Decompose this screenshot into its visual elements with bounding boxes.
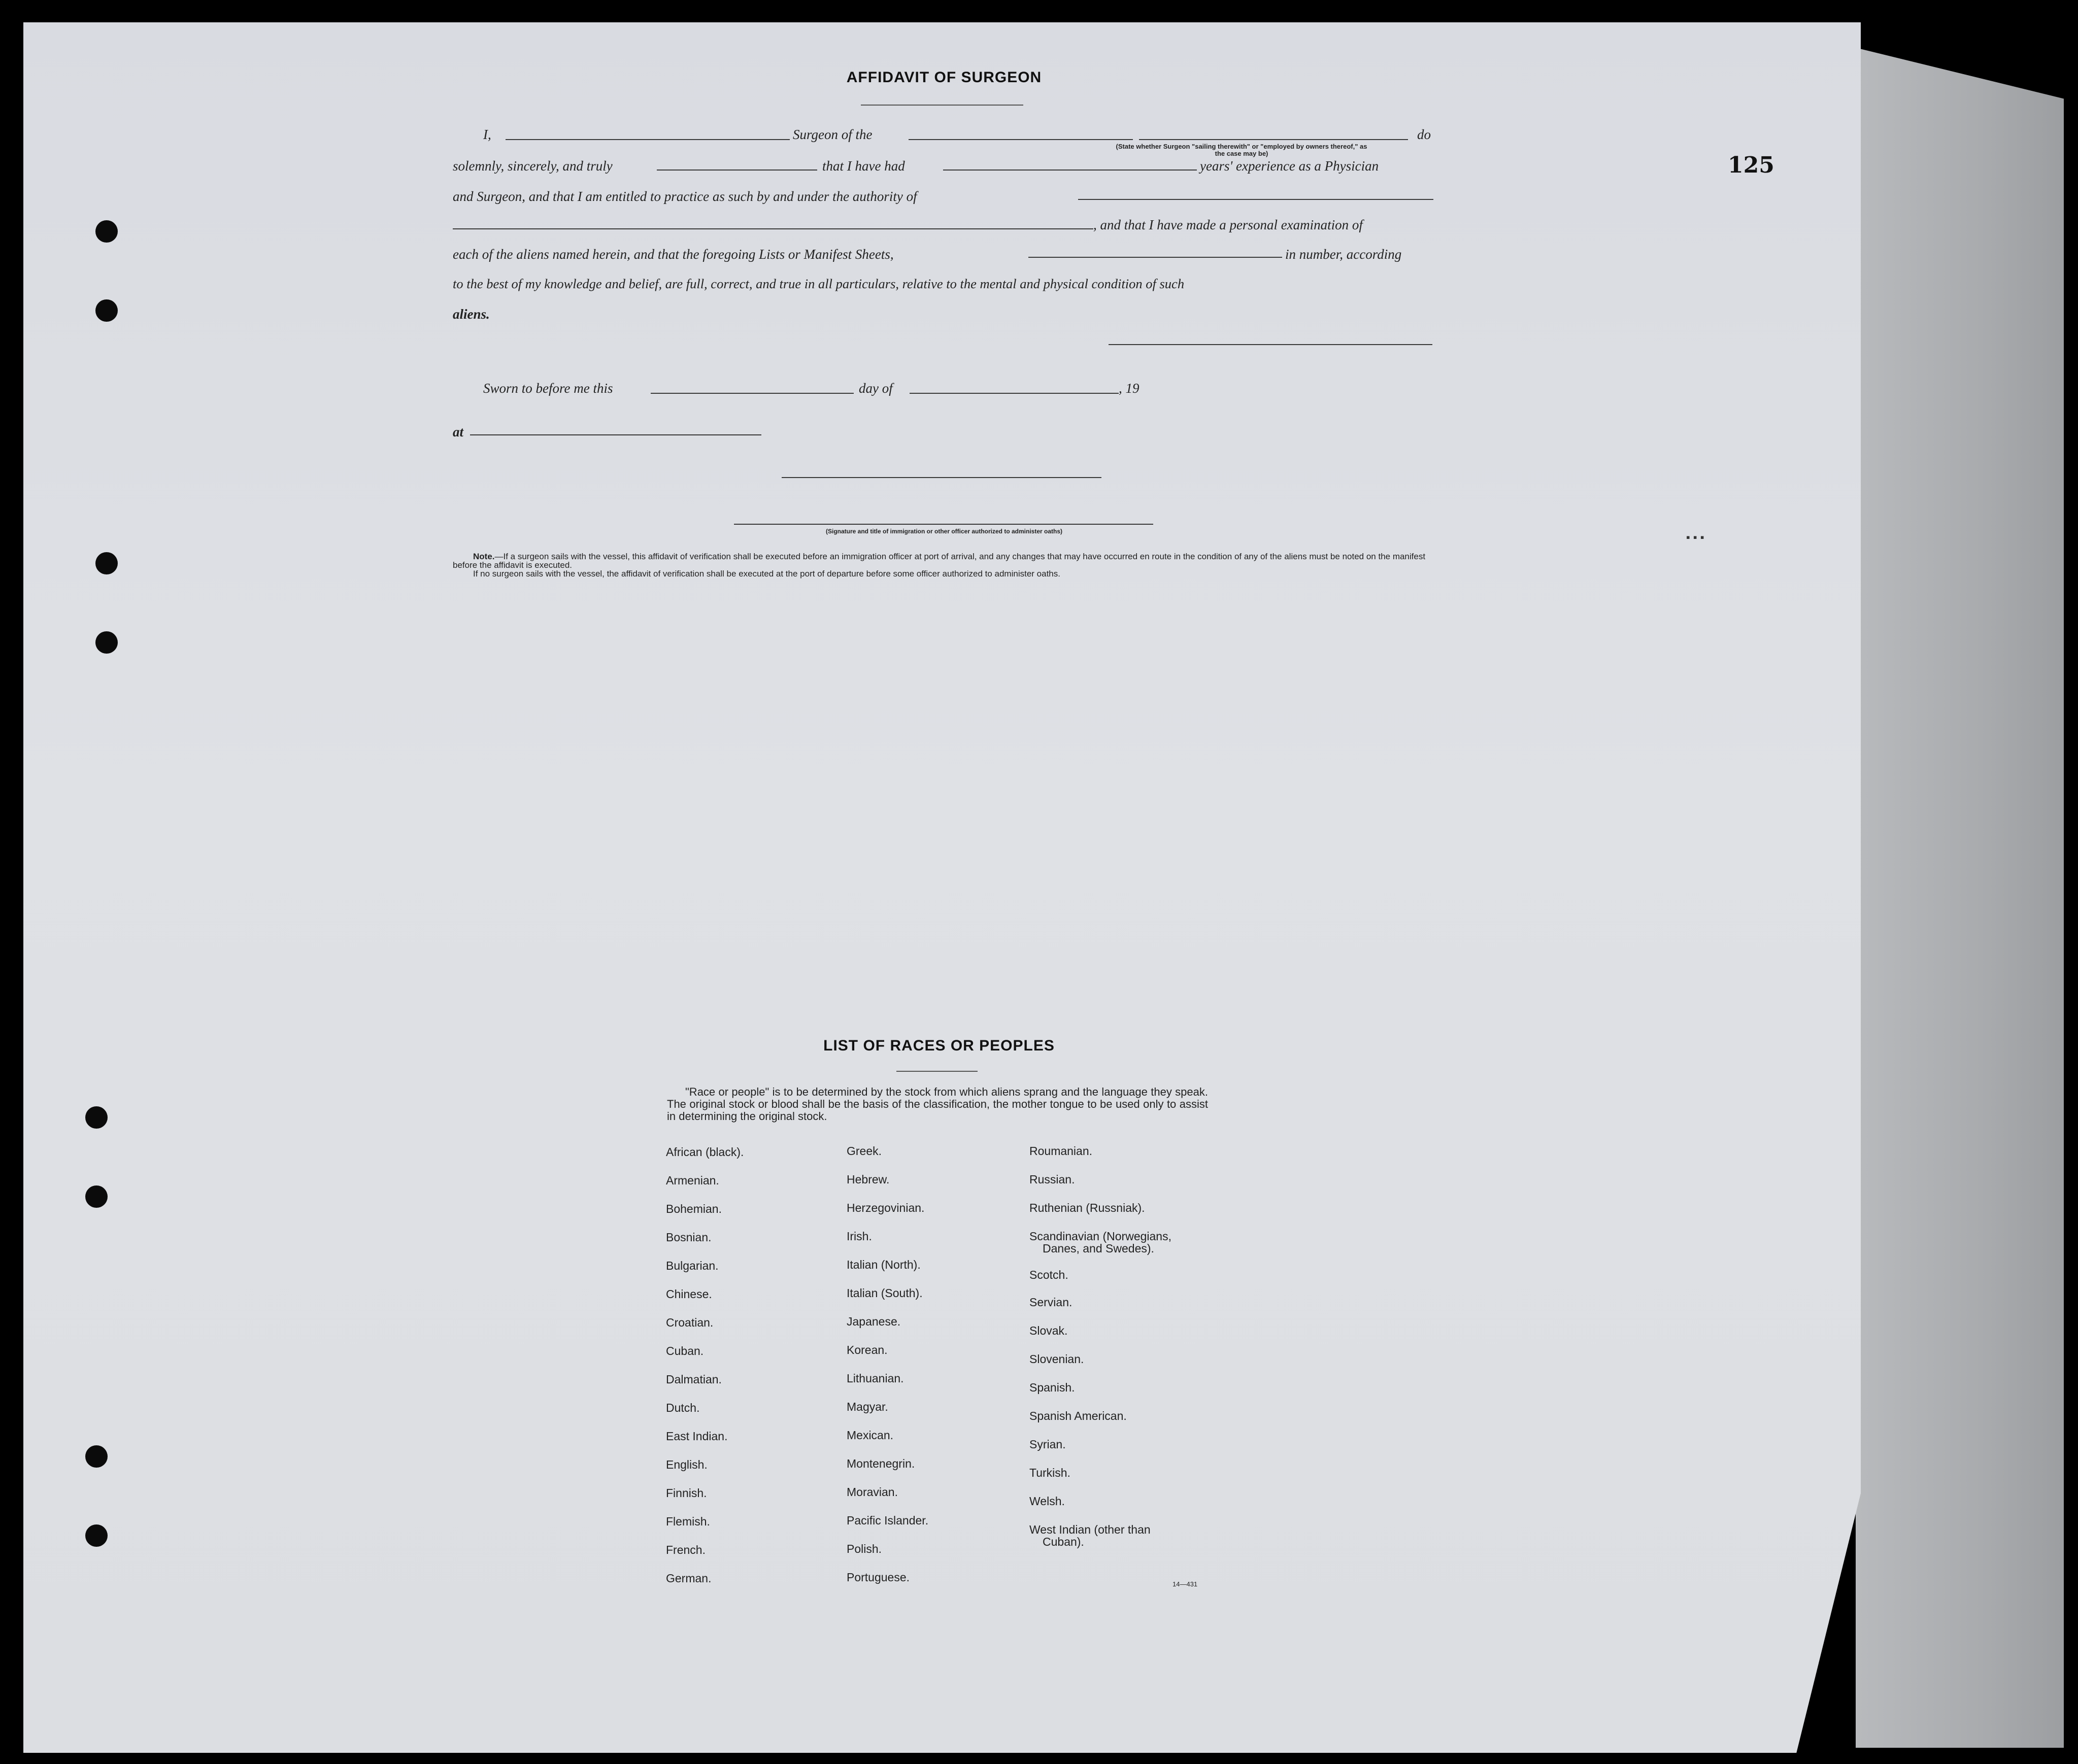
race-item: French. xyxy=(666,1543,706,1556)
race-item: German. xyxy=(666,1572,712,1585)
race-item: Pacific Islander. xyxy=(847,1514,929,1527)
knowledge-label: to the best of my knowledge and belief, are full, correct, and true in all particulars, relative to the mental and physical condition of such xyxy=(453,276,1185,291)
form-number: 14—431 xyxy=(1172,1580,1198,1588)
race-item: Syrian. xyxy=(1029,1438,1066,1451)
sworn-label: Sworn to before me this xyxy=(483,381,613,396)
binder-hole xyxy=(95,631,118,654)
years-experience-label: years' experience as a Physician xyxy=(1200,158,1379,174)
race-item: Flemish. xyxy=(666,1515,710,1528)
race-item: Bosnian. xyxy=(666,1231,712,1244)
race-item: Russian. xyxy=(1029,1173,1075,1186)
authority-blank-2 xyxy=(453,228,1093,229)
races-title-underline xyxy=(896,1071,978,1072)
sheets-count-blank xyxy=(1028,257,1282,258)
race-item: English. xyxy=(666,1458,708,1471)
day-of-label: day of xyxy=(859,381,893,396)
race-item: Turkish. xyxy=(1029,1466,1070,1479)
race-item: Croatian. xyxy=(666,1316,714,1329)
surgeon-type-note: (State whether Surgeon "sailing therewith" or "employed by owners thereof," as the case may be) xyxy=(1116,143,1367,157)
sworn-month-blank xyxy=(910,393,1119,394)
note-text-1: —If a surgeon sails with the vessel, this affidavit of verification shall be executed before an immigration officer at port of arrival, and any changes that may have occurred en route in the condition of any of the aliens must be noted on the manifest before the affidavit is executed. xyxy=(453,552,1426,570)
race-item: Moravian. xyxy=(847,1485,898,1499)
authority-blank xyxy=(1078,199,1433,200)
race-item: Lithuanian. xyxy=(847,1372,904,1385)
surgeon-of-label: Surgeon of the xyxy=(793,127,873,142)
races-intro: "Race or people" is to be determined by the stock from which aliens sprang and the language they speak. The original stock or blood shall be the basis of the classification, the mother tongue to be used only to assist in determining the original stock. xyxy=(667,1085,1208,1123)
note-text-2: If no surgeon sails with the vessel, the affidavit of verification shall be executed at the port of departure before some officer authorized to administer oaths. xyxy=(473,569,1060,579)
race-item: Servian. xyxy=(1029,1296,1072,1309)
binder-hole xyxy=(85,1524,108,1547)
binder-hole xyxy=(95,299,118,322)
signature-caption: (Signature and title of immigration or other officer authorized to administer oaths) xyxy=(825,528,1063,535)
back-sheet-edge xyxy=(1856,48,2064,1748)
binder-hole xyxy=(85,1445,108,1468)
race-item: Hebrew. xyxy=(847,1173,890,1186)
race-item: Irish. xyxy=(847,1230,872,1243)
race-item: Dalmatian. xyxy=(666,1373,722,1386)
race-item: Herzegovinian. xyxy=(847,1201,925,1214)
race-item: Spanish American. xyxy=(1029,1409,1127,1422)
race-item: Korean. xyxy=(847,1343,888,1356)
race-item: Scotch. xyxy=(1029,1268,1068,1281)
race-item: Polish. xyxy=(847,1542,882,1555)
vessel-blank xyxy=(909,139,1133,140)
affirm-blank xyxy=(657,169,817,171)
races-title: LIST OF RACES OR PEOPLES xyxy=(823,1037,1055,1054)
race-item: Italian (South). xyxy=(847,1286,923,1300)
race-item: Slovak. xyxy=(1029,1324,1068,1337)
title-underline xyxy=(861,105,1023,106)
year-label: , 19 xyxy=(1119,381,1139,396)
race-item: Danes, and Swedes). xyxy=(1043,1242,1154,1255)
race-item: Finnish. xyxy=(666,1486,707,1500)
manifest-sheets-label: each of the aliens named herein, and that the foregoing Lists or Manifest Sheets, xyxy=(453,247,894,262)
affidavit-note xyxy=(453,552,1432,578)
surgeon-name-blank xyxy=(506,139,790,140)
do-label: do xyxy=(1417,127,1431,142)
ink-smudge: ▪ ▪ ▪ xyxy=(1686,531,1704,544)
authority-label: and Surgeon, and that I am entitled to practice as such by and under the authority of xyxy=(453,189,917,204)
race-item: Portuguese. xyxy=(847,1571,910,1584)
race-item: West Indian (other than xyxy=(1029,1523,1151,1536)
officer-signature-blank xyxy=(782,477,1101,478)
affidavit-i: I, xyxy=(483,127,491,142)
race-item: Japanese. xyxy=(847,1315,901,1328)
race-item: Magyar. xyxy=(847,1400,888,1413)
surgeon-signature-blank xyxy=(1109,344,1432,345)
place-blank xyxy=(470,434,761,435)
at-label: at xyxy=(453,424,464,439)
race-item: Armenian. xyxy=(666,1174,719,1187)
race-item: Slovenian. xyxy=(1029,1352,1084,1366)
race-item: Bohemian. xyxy=(666,1202,722,1215)
race-item: Mexican. xyxy=(847,1429,894,1442)
race-item: East Indian. xyxy=(666,1430,728,1443)
aliens-label: aliens. xyxy=(453,307,490,322)
race-item: Greek. xyxy=(847,1144,882,1158)
affidavit-title: AFFIDAVIT OF SURGEON xyxy=(846,69,1042,86)
officer-title-blank xyxy=(734,524,1153,525)
binder-hole xyxy=(85,1106,108,1129)
in-number-label: in number, according xyxy=(1285,247,1402,262)
race-item: Welsh. xyxy=(1029,1495,1065,1508)
race-item: Cuban. xyxy=(666,1344,704,1358)
race-item: Montenegrin. xyxy=(847,1457,915,1470)
examination-label: , and that I have made a personal examination of xyxy=(1093,217,1363,232)
that-i-have-had-label: that I have had xyxy=(822,158,905,174)
surgeon-type-blank xyxy=(1139,139,1408,140)
race-item: Dutch. xyxy=(666,1401,700,1414)
years-blank xyxy=(943,169,1197,171)
page-number: 125 xyxy=(1728,152,1774,178)
race-item: Italian (North). xyxy=(847,1258,921,1271)
race-item: Bulgarian. xyxy=(666,1259,719,1272)
binder-hole xyxy=(95,220,118,243)
race-item: Scandinavian (Norwegians, xyxy=(1029,1230,1171,1243)
binder-hole xyxy=(85,1185,108,1208)
race-item: African (black). xyxy=(666,1145,744,1159)
race-item: Roumanian. xyxy=(1029,1144,1093,1158)
race-item: Chinese. xyxy=(666,1287,712,1301)
race-item: Cuban). xyxy=(1043,1535,1084,1548)
solemnly-label: solemnly, sincerely, and truly xyxy=(453,158,613,174)
race-item: Spanish. xyxy=(1029,1381,1075,1394)
note-label: Note. xyxy=(473,552,495,561)
sworn-day-blank xyxy=(651,393,854,394)
binder-hole xyxy=(95,552,118,574)
race-item: Ruthenian (Russniak). xyxy=(1029,1201,1145,1214)
